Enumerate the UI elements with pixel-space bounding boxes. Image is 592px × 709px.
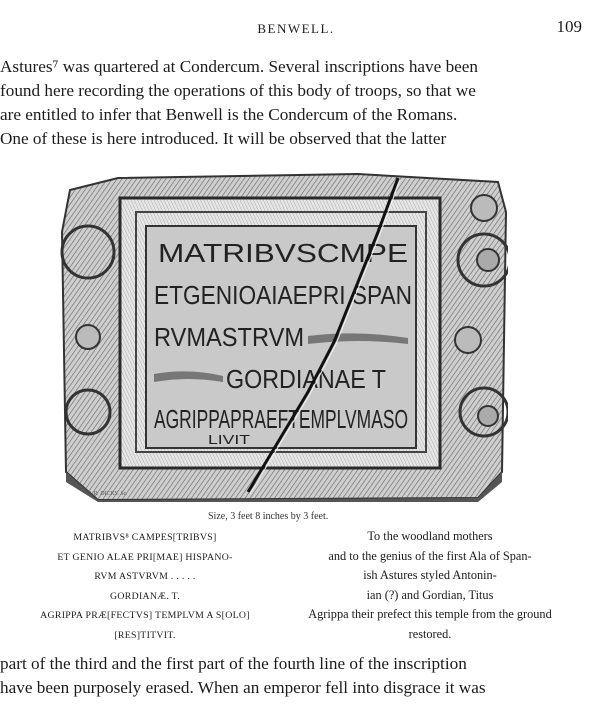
paragraph-line: are entitled to infer that Benwell is the Condercum of the Romans. xyxy=(0,105,458,124)
english-translation xyxy=(280,527,580,644)
engraver-signature: W. R. DICKS. Sc. xyxy=(86,491,128,497)
inscription-line: ETGENIOAIAEPRI SPAN xyxy=(154,280,412,310)
altar-stone-engraving xyxy=(58,172,508,502)
inscription-line: AGRIPPAPRAEFTEMPLVMASO xyxy=(154,404,408,434)
paragraph-line: One of these is here introduced. It will be observed that the latter xyxy=(0,129,447,148)
translation-line: ian (?) and Gordian, Titus xyxy=(366,587,494,602)
paragraph-line: have been purposely erased. When an emperor fell into disgrace it was xyxy=(0,678,486,697)
top-paragraph xyxy=(0,55,592,151)
latin-line: RVM ASTVRVM . . . . . xyxy=(94,571,196,582)
latin-line: GORDIANÆ. T. xyxy=(110,590,180,602)
latin-line: MATRIBVS⁸ CAMPES[TRIBVS] xyxy=(73,532,217,543)
figure-caption: Size, 3 feet 8 inches by 3 feet. xyxy=(208,511,329,522)
translation-line: To the woodland mothers xyxy=(367,529,493,543)
inscription-line: MATRIBVSCMPE xyxy=(158,238,408,268)
translation-line: and to the genius of the first Ala of Span- xyxy=(328,548,532,563)
inscription-line: LIVIT xyxy=(208,432,251,447)
latin-line: [RES]TITVIT. xyxy=(114,629,176,641)
paragraph-line: Astures⁷ was quartered at Condercum. Several inscriptions have been xyxy=(0,57,479,76)
bottom-paragraph xyxy=(0,652,592,700)
running-header: BENWELL. xyxy=(257,21,335,36)
paragraph-line: found here recording the operations of this body of troops, so that we xyxy=(0,81,476,100)
translation-line: ish Astures styled Antonin- xyxy=(363,568,497,582)
page-number: 109 xyxy=(556,17,582,36)
latin-transcription xyxy=(0,528,290,645)
latin-line: ET GENIO ALAE PRI[MAE] HISPANO- xyxy=(57,551,233,563)
translation-line: restored. xyxy=(408,626,452,641)
latin-line: AGRIPPA PRÆ[FECTVS] TEMPLVM A S[OLO] xyxy=(40,610,250,621)
paragraph-line: part of the third and the first part of the fourth line of the inscription xyxy=(0,654,467,673)
inscription-line: GORDIANAE T xyxy=(226,364,387,394)
translation-line: Agrippa their prefect this temple from the ground xyxy=(308,607,552,621)
inscription-line: RVMASTRVM xyxy=(154,322,304,352)
